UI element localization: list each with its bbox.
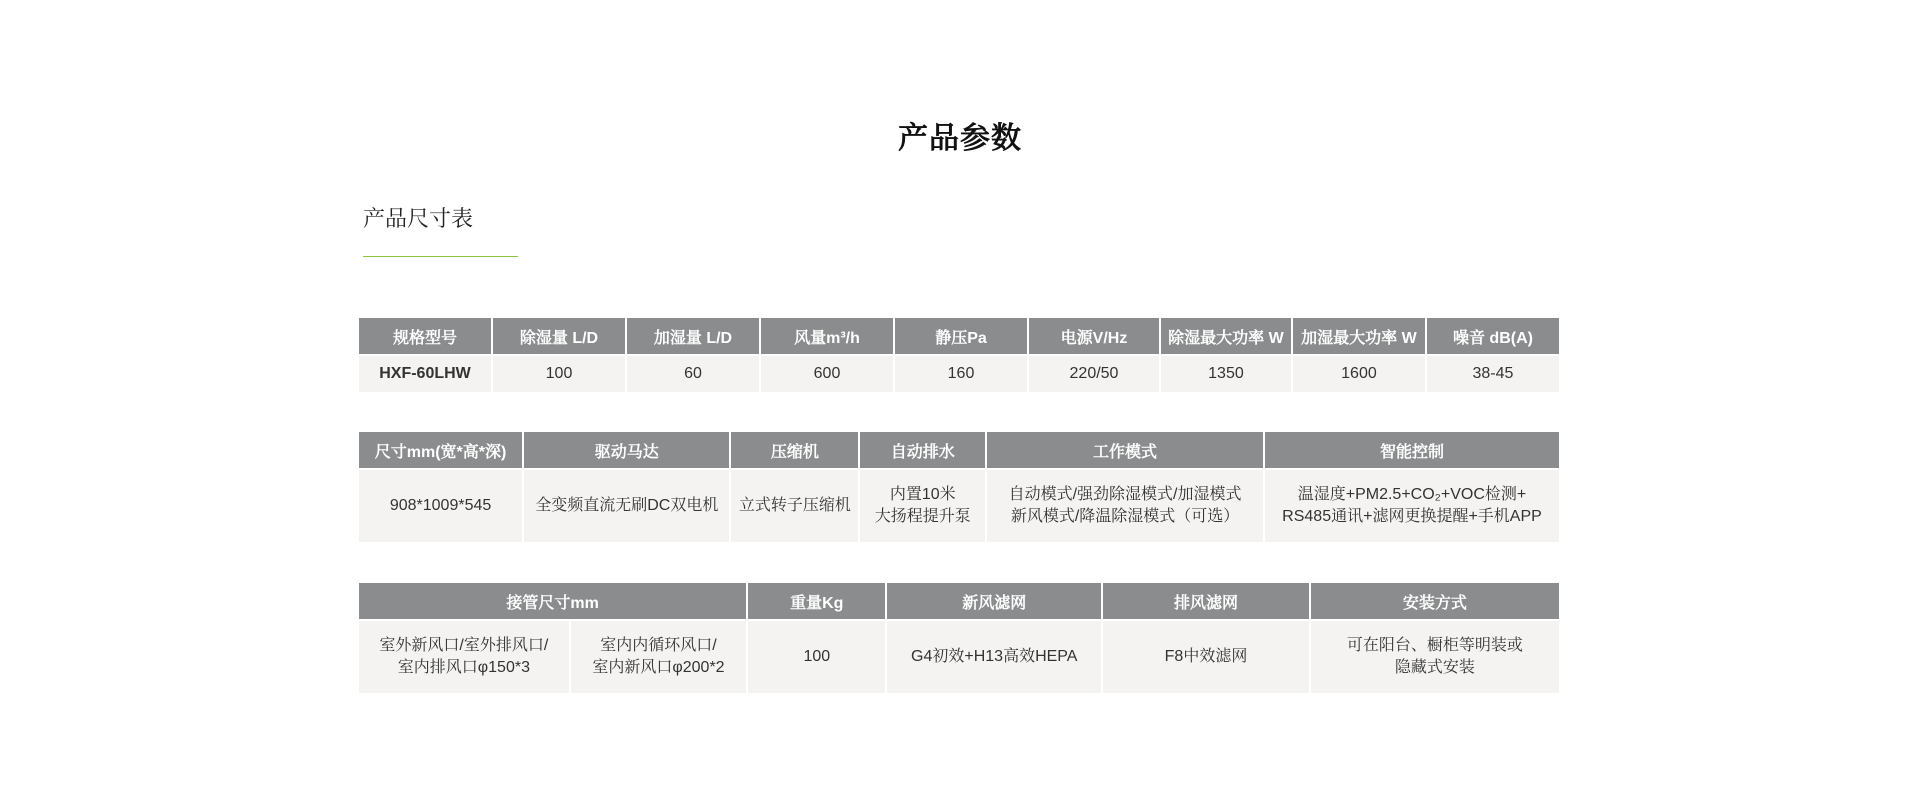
cell-dehumidify: 100 (493, 356, 625, 392)
header-static-pressure: 静压Pa (895, 318, 1027, 356)
header-smart-control: 智能控制 (1265, 432, 1559, 470)
cell-power-supply: 220/50 (1029, 356, 1159, 392)
cell-line: 温湿度+PM2.5+CO₂+VOC检测+ (1297, 486, 1527, 503)
cell-fresh-air-filter (887, 621, 1101, 693)
cell-compressor (731, 470, 858, 542)
cell-line: 908*1009*545 (389, 497, 492, 514)
cell-airflow: 600 (761, 356, 893, 392)
header-power-supply: 电源V/Hz (1029, 318, 1159, 356)
cell-line: 新风模式/降温除湿模式（可选） (1010, 508, 1240, 525)
page-title: 产品参数 (898, 122, 1022, 155)
header-pipe-size: 接管尺寸mm (359, 583, 746, 621)
cell-exhaust-filter (1103, 621, 1309, 693)
header-motor: 驱动马达 (524, 432, 729, 470)
table-row (359, 356, 1559, 392)
cell-outdoor-pipe (359, 621, 569, 693)
cell-line: 可在阳台、橱柜等明装或 (1346, 637, 1523, 654)
header-fresh-air-filter: 新风滤网 (887, 583, 1101, 621)
cell-line: 隐藏式安装 (1394, 659, 1475, 676)
header-dehumidify-power: 除湿最大功率 W (1161, 318, 1291, 356)
header-dimensions: 尺寸mm(宽*高*深) (359, 432, 522, 470)
section-subtitle: 产品尺寸表 (363, 206, 474, 231)
header-work-mode: 工作模式 (987, 432, 1263, 470)
cell-humidify-power: 1600 (1293, 356, 1425, 392)
table-header-row (359, 583, 1559, 621)
spec-table-installation (357, 583, 1561, 693)
header-drainage: 自动排水 (860, 432, 985, 470)
table-header-row (359, 432, 1559, 470)
cell-line: 室内新风口φ200*2 (592, 659, 725, 676)
accent-divider (363, 256, 518, 257)
cell-indoor-pipe (571, 621, 746, 693)
header-dehumidify: 除湿量 L/D (493, 318, 625, 356)
cell-line: 全变频直流无刷DC双电机 (535, 497, 719, 514)
cell-dimensions (359, 470, 522, 542)
cell-line: 立式转子压缩机 (738, 497, 851, 514)
cell-smart-control (1265, 470, 1559, 542)
cell-line: 室外新风口/室外排风口/ (379, 637, 549, 654)
header-humidify-power: 加湿最大功率 W (1293, 318, 1425, 356)
cell-line: F8中效滤网 (1164, 648, 1248, 665)
cell-line: 室内排风口φ150*3 (397, 659, 530, 676)
cell-line: 大扬程提升泵 (874, 508, 971, 525)
header-model: 规格型号 (359, 318, 491, 356)
header-installation: 安装方式 (1311, 583, 1559, 621)
header-exhaust-filter: 排风滤网 (1103, 583, 1309, 621)
header-humidify: 加湿量 L/D (627, 318, 759, 356)
table-header-row (359, 318, 1559, 356)
header-compressor: 压缩机 (731, 432, 858, 470)
cell-line: 内置10米 (889, 486, 956, 503)
cell-noise: 38-45 (1427, 356, 1559, 392)
cell-line: 室内内循环风口/ (600, 637, 717, 654)
header-airflow: 风量m³/h (761, 318, 893, 356)
table-row (359, 621, 1559, 693)
header-noise: 噪音 dB(A) (1427, 318, 1559, 356)
cell-motor (524, 470, 729, 542)
spec-table-basic (357, 318, 1561, 392)
cell-dehumidify-power: 1350 (1161, 356, 1291, 392)
cell-humidify: 60 (627, 356, 759, 392)
cell-line: 100 (803, 648, 831, 665)
cell-line: G4初效+H13高效HEPA (911, 648, 1078, 665)
cell-static-pressure: 160 (895, 356, 1027, 392)
header-weight: 重量Kg (748, 583, 885, 621)
cell-installation (1311, 621, 1559, 693)
cell-line: RS485通讯+滤网更换提醒+手机APP (1282, 508, 1542, 525)
table-row (359, 470, 1559, 542)
cell-line: 自动模式/强劲除湿模式/加湿模式 (1008, 486, 1242, 503)
cell-work-mode (987, 470, 1263, 542)
spec-table-features (357, 432, 1561, 542)
cell-model: HXF-60LHW (359, 356, 491, 392)
cell-drainage (860, 470, 985, 542)
cell-weight (748, 621, 885, 693)
